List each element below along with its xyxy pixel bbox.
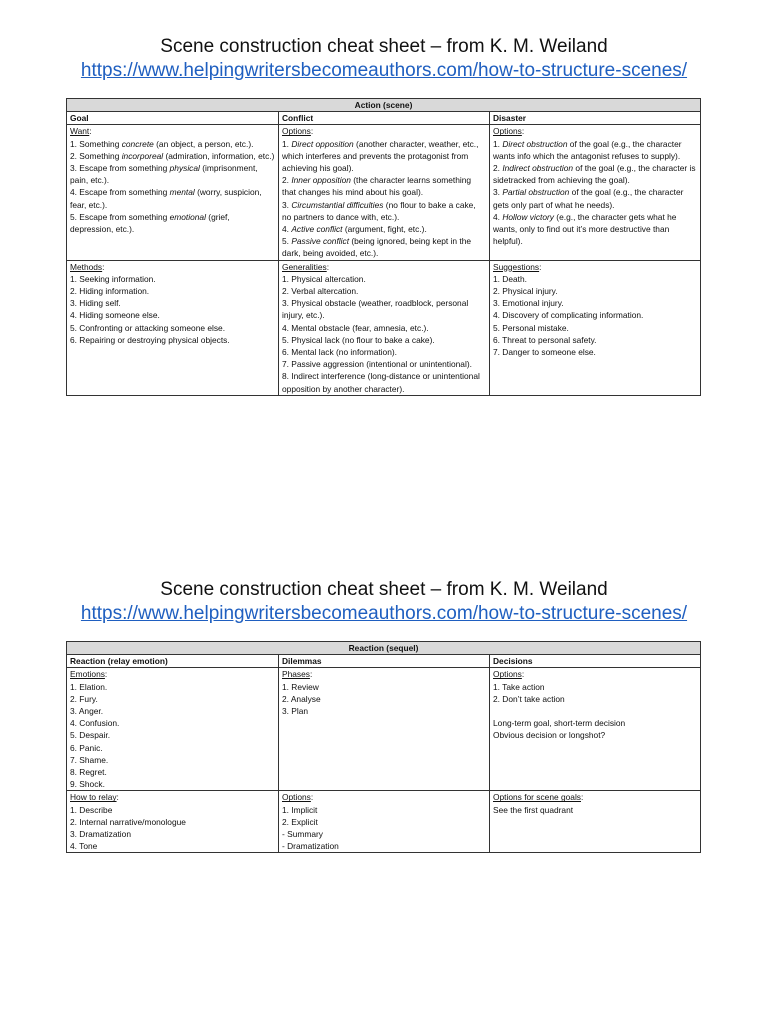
- table-cell: [279, 668, 490, 791]
- list-item: 2. Verbal altercation.: [282, 286, 359, 297]
- list-item: 8. Regret.: [70, 767, 107, 778]
- cell-heading: Options:: [493, 126, 525, 137]
- list-item: 1. Review: [282, 681, 319, 692]
- list-item: 1. Death.: [493, 273, 527, 284]
- list-item: 8. Indirect interference (long-distance or unintentional opposition by another character).: [282, 371, 480, 394]
- cheat-sheet-section-2: [0, 578, 768, 626]
- list-item: 5. Confronting or attacking someone else.: [70, 322, 226, 333]
- list-item: 2. Hiding information.: [70, 286, 150, 297]
- table-row: [67, 125, 701, 260]
- list-item: 4. Tone: [70, 841, 98, 852]
- table-cell: [67, 260, 279, 395]
- table-cell: [490, 791, 701, 853]
- list-item: 3. Anger.: [70, 706, 104, 717]
- list-item: 4. Hollow victory (e.g., the character gets what he wants, only to find out it’s more destructive than helpful).: [493, 211, 677, 247]
- list-item: 2. Physical injury.: [493, 286, 558, 297]
- table-caption: Action (scene): [67, 99, 701, 112]
- list-item: 2. Don’t take action: [493, 693, 565, 704]
- source-link[interactable]: https://www.helpingwritersbecomeauthors.com/how-to-structure-scenes/: [80, 603, 688, 624]
- list-item: Obvious decision or longshot?: [493, 730, 606, 741]
- list-item: 2. Explicit: [282, 816, 318, 827]
- list-item: 4. Confusion.: [70, 718, 120, 729]
- source-link[interactable]: https://www.helpingwritersbecomeauthors.com/how-to-structure-scenes/: [80, 60, 688, 81]
- list-item: 2. Inner opposition (the character learns something that changes his mind about his goal).: [282, 175, 472, 198]
- action-scene-table: [66, 98, 701, 396]
- table-row: [67, 791, 701, 853]
- table-cell: [490, 668, 701, 791]
- list-item: 6. Mental lack (no information).: [282, 347, 397, 358]
- list-item: 4. Active conflict (argument, fight, etc.).: [282, 224, 427, 235]
- column-header-decisions: Decisions: [490, 655, 701, 668]
- table-cell: [279, 125, 490, 260]
- table-cell: [279, 791, 490, 853]
- list-item: 3. Physical obstacle (weather, roadblock, personal injury, etc.).: [282, 298, 469, 321]
- list-item: 1. Elation.: [70, 681, 108, 692]
- list-item: 5. Passive conflict (being ignored, being kept in the dark, being avoided, etc.).: [282, 236, 472, 259]
- table-row: [67, 668, 701, 791]
- list-item: 5. Personal mistake.: [493, 322, 569, 333]
- list-item: 2. Analyse: [282, 693, 321, 704]
- list-item: 3. Dramatization: [70, 829, 131, 840]
- list-item: 4. Escape from something mental (worry, suspicion, fear, etc.).: [70, 187, 262, 210]
- list-item: See the first quadrant: [493, 804, 574, 815]
- table-cell: [490, 260, 701, 395]
- column-header-dilemmas: Dilemmas: [279, 655, 490, 668]
- list-item: 6. Panic.: [70, 742, 103, 753]
- column-header-reaction: Reaction (relay emotion): [67, 655, 279, 668]
- list-item: 3. Partial obstruction of the goal (e.g., the character gets only part of what he needs).: [493, 187, 684, 210]
- table-body: [67, 125, 701, 395]
- list-item: 1. Something concrete (an object, a person, etc.).: [70, 138, 254, 149]
- list-item: 1. Describe: [70, 804, 113, 815]
- table-cell: [490, 125, 701, 260]
- cell-heading: Emotions:: [70, 669, 108, 680]
- list-item: 5. Despair.: [70, 730, 111, 741]
- cell-heading: Options:: [493, 669, 525, 680]
- cell-heading: Suggestions:: [493, 261, 542, 272]
- list-item: 9. Shock.: [70, 779, 105, 790]
- blank-line: [493, 705, 697, 717]
- table-body: [67, 668, 701, 853]
- list-item: 1. Seeking information.: [70, 273, 156, 284]
- list-item: 1. Implicit: [282, 804, 318, 815]
- list-item: - Dramatization: [282, 841, 339, 852]
- cell-heading: Options:: [282, 792, 314, 803]
- list-item: 6. Threat to personal safety.: [493, 334, 597, 345]
- cell-heading: Options:: [282, 126, 314, 137]
- list-item: 6. Repairing or destroying physical objects.: [70, 334, 230, 345]
- table-cell: [67, 125, 279, 260]
- list-item: 4. Hiding someone else.: [70, 310, 160, 321]
- list-item: 5. Escape from something emotional (grief, depression, etc.).: [70, 211, 230, 235]
- list-item: 1. Take action: [493, 681, 545, 692]
- list-item: 1. Physical altercation.: [282, 273, 366, 284]
- cell-heading: Phases:: [282, 669, 313, 680]
- list-item: 2. Indirect obstruction of the goal (e.g., the character is sidetracked from achieving the goal).: [493, 163, 696, 186]
- list-item: 1. Direct opposition (another character, weather, etc., which interferes and prevents the protagonist from achieving his goal).: [282, 138, 479, 174]
- list-item: 1. Direct obstruction of the goal (e.g., the character wants info which the antagonist refuses to supply).: [493, 138, 682, 161]
- list-item: 7. Passive aggression (intentional or unintentional).: [282, 359, 472, 370]
- list-item: 5. Physical lack (no flour to bake a cake).: [282, 334, 435, 345]
- cell-heading: Generalities:: [282, 261, 330, 272]
- section-title: Scene construction cheat sheet – from K. M. Weiland: [160, 579, 608, 600]
- column-header-conflict: Conflict: [279, 112, 490, 125]
- section-title: Scene construction cheat sheet – from K. M. Weiland: [160, 36, 608, 57]
- table-cell: [67, 791, 279, 853]
- cell-heading: How to relay:: [70, 792, 119, 803]
- list-item: 3. Plan: [282, 706, 309, 717]
- reaction-sequel-table: [66, 641, 701, 853]
- table-caption: Reaction (sequel): [67, 642, 701, 655]
- list-item: 3. Escape from something physical (imprisonment, pain, etc.).: [70, 163, 258, 186]
- list-item: 3. Emotional injury.: [493, 298, 564, 309]
- list-item: Long-term goal, short-term decision: [493, 718, 626, 729]
- cell-heading: Want:: [70, 126, 92, 137]
- list-item: 3. Circumstantial difficulties (no flour to bake a cake, no partners to dance with, etc.).: [282, 199, 476, 222]
- cell-heading: Methods:: [70, 261, 105, 272]
- list-item: 3. Hiding self.: [70, 298, 121, 309]
- table-cell: [67, 668, 279, 791]
- cheat-sheet-section-1: [0, 35, 768, 83]
- list-item: 2. Internal narrative/monologue: [70, 816, 186, 827]
- column-header-disaster: Disaster: [490, 112, 701, 125]
- list-item: 7. Danger to someone else.: [493, 347, 596, 358]
- list-item: 2. Fury.: [70, 693, 98, 704]
- column-header-goal: Goal: [67, 112, 279, 125]
- list-item: 2. Something incorporeal (admiration, information, etc.): [70, 150, 275, 161]
- cell-heading: Options for scene goals:: [493, 792, 584, 803]
- list-item: 7. Shame.: [70, 754, 109, 765]
- list-item: 4. Discovery of complicating information.: [493, 310, 644, 321]
- list-item: - Summary: [282, 829, 323, 840]
- table-row: [67, 260, 701, 395]
- list-item: 4. Mental obstacle (fear, amnesia, etc.).: [282, 322, 429, 333]
- table-cell: [279, 260, 490, 395]
